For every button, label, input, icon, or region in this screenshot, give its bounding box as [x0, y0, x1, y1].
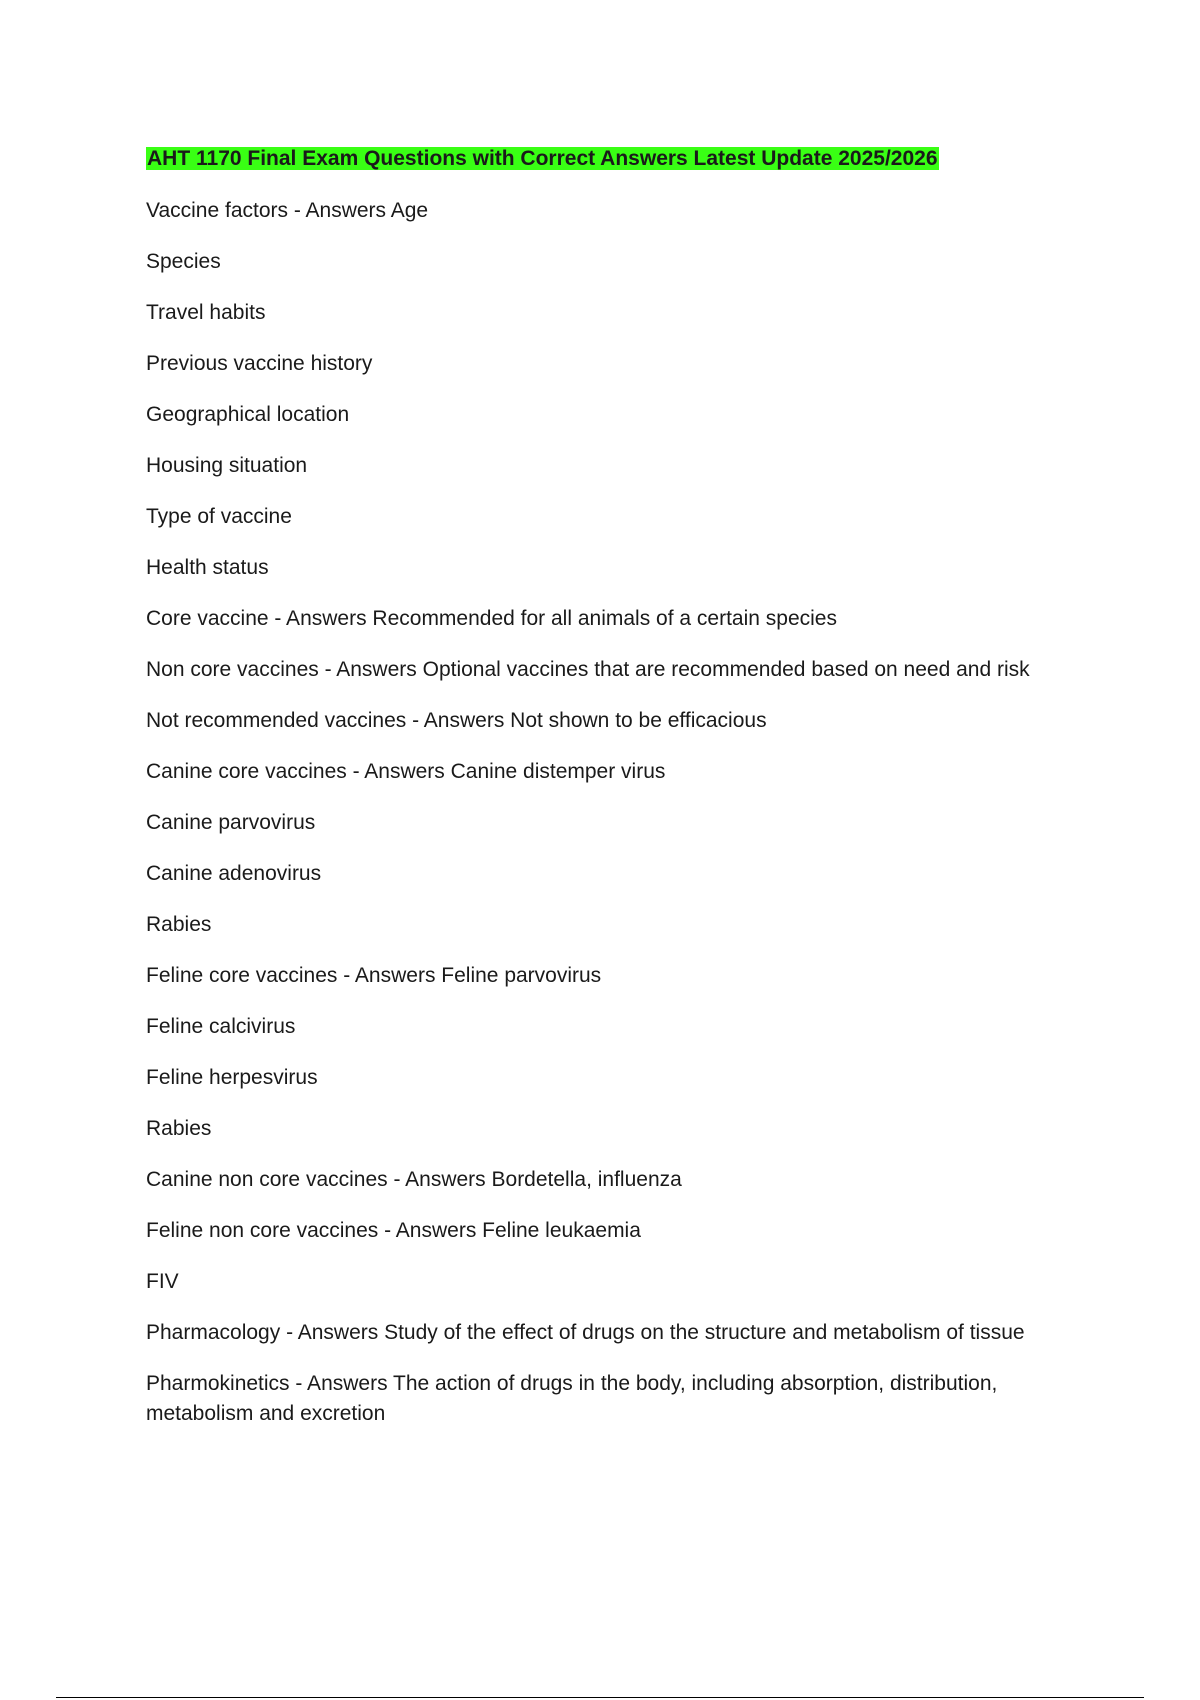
document-title	[146, 146, 939, 172]
paragraph: Canine adenovirus	[146, 862, 322, 885]
paragraph: Pharmacology - Answers Study of the effect of drugs on the structure and metabolism of tissue	[146, 1321, 1025, 1344]
paragraph: Housing situation	[146, 454, 308, 477]
paragraph: Core vaccine - Answers Recommended for all animals of a certain species	[146, 607, 837, 630]
paragraph: Travel habits	[146, 301, 266, 324]
paragraph: Vaccine factors - Answers Age	[146, 199, 429, 222]
paragraph: Feline calcivirus	[146, 1015, 296, 1038]
paragraph: Non core vaccines - Answers Optional vaccines that are recommended based on need and risk	[146, 658, 1030, 681]
paragraph: Feline non core vaccines - Answers Feline leukaemia	[146, 1219, 641, 1242]
paragraph: Canine non core vaccines - Answers Bordetella, influenza	[146, 1168, 682, 1191]
document-body	[146, 196, 1096, 1450]
paragraph: FIV	[146, 1270, 179, 1293]
paragraph: Feline core vaccines - Answers Feline parvovirus	[146, 964, 602, 987]
paragraph: Health status	[146, 556, 269, 579]
paragraph: Pharmokinetics - Answers The action of drugs in the body, including absorption, distribution, metabolism and excretion	[146, 1372, 998, 1425]
paragraph: Type of vaccine	[146, 505, 292, 528]
paragraph: Feline herpesvirus	[146, 1066, 318, 1089]
document-title-text: AHT 1170 Final Exam Questions with Correct Answers Latest Update 2025/2026	[147, 147, 938, 170]
paragraph: Canine parvovirus	[146, 811, 316, 834]
paragraph: Geographical location	[146, 403, 350, 426]
paragraph: Canine core vaccines - Answers Canine distemper virus	[146, 760, 666, 783]
footer-divider	[56, 1697, 1144, 1698]
paragraph: Previous vaccine history	[146, 352, 373, 375]
paragraph: Rabies	[146, 1117, 212, 1140]
paragraph: Not recommended vaccines - Answers Not shown to be efficacious	[146, 709, 767, 732]
paragraph: Species	[146, 250, 221, 273]
paragraph: Rabies	[146, 913, 212, 936]
